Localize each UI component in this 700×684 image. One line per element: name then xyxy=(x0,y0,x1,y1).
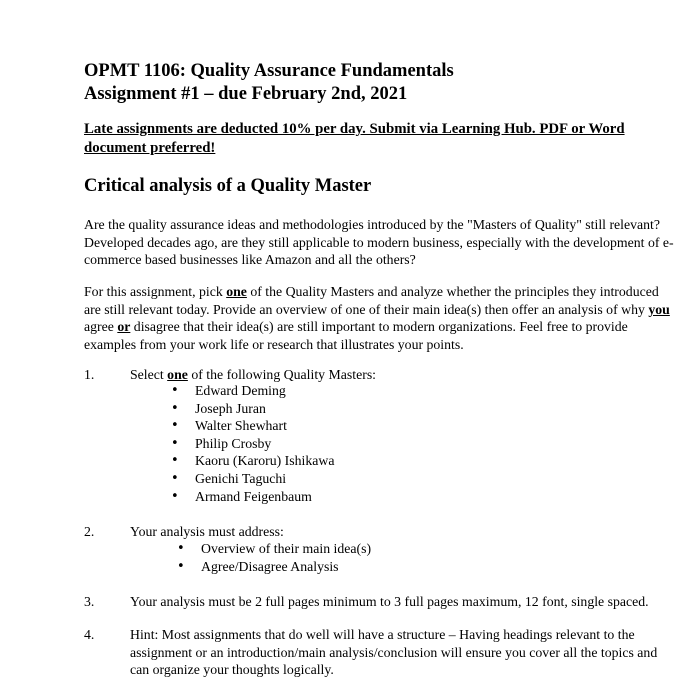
item-number: 3. xyxy=(84,594,95,609)
item-number: 4. xyxy=(84,627,95,642)
section-heading: Critical analysis of a Quality Master xyxy=(84,176,372,196)
task-text-3: agree xyxy=(84,319,118,335)
analysis-requirements-list xyxy=(177,540,371,575)
list-item: • Kaoru (Karoru) Ishikawa xyxy=(171,452,334,470)
task-text-4: disagree that their idea(s) are still important to modern organizations. Feel free to provide examples from your work life or research that illustrates your points. xyxy=(84,319,628,352)
assignment-line: Assignment #1 – due February 2nd, 2021 xyxy=(84,84,408,104)
item-text xyxy=(130,366,376,384)
list-item: • Genichi Taguchi xyxy=(171,470,334,488)
item-text-part: Select xyxy=(130,367,168,382)
task-paragraph xyxy=(84,283,676,353)
course-line: OPMT 1106: Quality Assurance Fundamentals xyxy=(84,61,454,81)
item-text-part: of the following Quality Masters: xyxy=(187,367,377,382)
item-text: Your analysis must be 2 full pages minimum to 3 full pages maximum, 12 font, single spaced. xyxy=(130,594,649,609)
emphasis-you: you xyxy=(648,301,670,317)
list-item: • Agree/Disagree Analysis xyxy=(177,558,371,576)
quality-masters-list xyxy=(171,382,334,505)
intro-paragraph: Are the quality assurance ideas and methodologies introduced by the "Masters of Quality" still relevant? Developed decades ago, are they still applicable to modern business, especially with the development of e-commerce based businesses like Amazon and all the others? xyxy=(84,217,674,268)
list-item: • Walter Shewhart xyxy=(171,417,334,435)
item-number: 1. xyxy=(84,367,95,382)
task-text-2: of the Quality Masters and analyze whether the principles they introduced are still relevant today. Provide an overview of one of their main idea(s) then offer an analysis of why xyxy=(84,284,659,317)
list-item: • Armand Feigenbaum xyxy=(171,488,334,506)
document-title xyxy=(84,60,454,106)
list-item: • Overview of their main idea(s) xyxy=(177,540,371,558)
emphasis-one: one xyxy=(226,284,247,299)
list-item: • Edward Deming xyxy=(171,382,334,400)
item-text: Your analysis must address: xyxy=(130,524,284,539)
list-item: • Joseph Juran xyxy=(171,400,334,418)
task-text-1: For this assignment, pick xyxy=(84,284,227,299)
late-policy-notice: Late assignments are deducted 10% per day. Submit via Learning Hub. PDF or Word document preferred! xyxy=(84,121,625,156)
list-item: • Philip Crosby xyxy=(171,435,334,453)
item-number: 2. xyxy=(84,524,95,539)
emphasis-or: or xyxy=(117,319,131,335)
item-text: Hint: Most assignments that do well will have a structure – Having headings relevant to the assignment or an introduction/main analysis/conclusion will ensure you cover all the topics and can organize your thoughts logically. xyxy=(130,627,658,678)
emphasis-one: one xyxy=(167,367,188,382)
